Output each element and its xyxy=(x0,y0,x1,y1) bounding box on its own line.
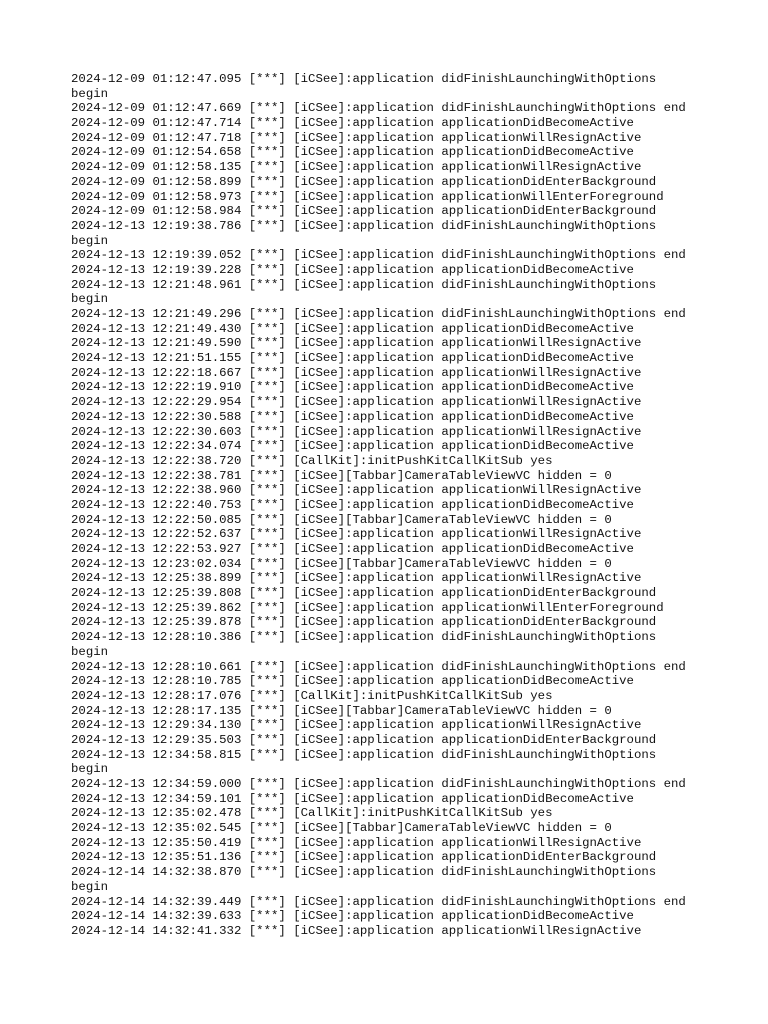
log-line: 2024-12-14 14:32:39.633 [***] [iCSee]:application applicationDidBecomeActive xyxy=(71,909,634,924)
log-line: 2024-12-13 12:21:48.961 [***] [iCSee]:application didFinishLaunchingWithOptions xyxy=(71,277,657,292)
log-line: 2024-12-13 12:29:34.130 [***] [iCSee]:application applicationWillResignActive xyxy=(71,718,642,733)
log-line: 2024-12-13 12:22:52.637 [***] [iCSee]:application applicationWillResignActive xyxy=(71,527,642,542)
log-line: 2024-12-13 12:34:59.000 [***] [iCSee]:application didFinishLaunchingWithOptions end xyxy=(71,777,686,791)
log-line: 2024-12-13 12:22:30.588 [***] [iCSee]:application applicationDidBecomeActive xyxy=(71,409,634,424)
log-line: 2024-12-13 12:28:17.076 [***] [CallKit]:initPushKitCallKitSub yes xyxy=(71,688,553,703)
log-line: 2024-12-13 12:19:38.786 [***] [iCSee]:application didFinishLaunchingWithOptions xyxy=(71,218,657,233)
log-line: 2024-12-13 12:35:02.478 [***] [CallKit]:initPushKitCallKitSub yes xyxy=(71,806,553,821)
log-line: begin xyxy=(71,644,109,659)
log-text xyxy=(71,72,751,939)
log-line: 2024-12-09 01:12:58.899 [***] [iCSee]:application applicationDidEnterBackground xyxy=(71,174,657,189)
log-line: 2024-12-13 12:22:50.085 [***] [iCSee][Tabbar]CameraTableViewVC hidden = 0 xyxy=(71,512,612,527)
log-line: 2024-12-13 12:19:39.052 [***] [iCSee]:application didFinishLaunchingWithOptions end xyxy=(71,248,686,263)
log-line: 2024-12-13 12:22:30.603 [***] [iCSee]:application applicationWillResignActive xyxy=(71,424,642,439)
log-line: 2024-12-14 14:32:38.870 [***] [iCSee]:application didFinishLaunchingWithOptions xyxy=(71,865,657,880)
log-line: 2024-12-13 12:21:49.590 [***] [iCSee]:application applicationWillResignActive xyxy=(71,336,642,351)
log-line: 2024-12-13 12:22:38.720 [***] [CallKit]:initPushKitCallKitSub yes xyxy=(71,453,553,468)
log-line: 2024-12-09 01:12:58.135 [***] [iCSee]:application applicationWillResignActive xyxy=(71,160,642,175)
log-line: 2024-12-09 01:12:54.658 [***] [iCSee]:application applicationDidBecomeActive xyxy=(71,145,634,160)
log-line: 2024-12-13 12:35:50.419 [***] [iCSee]:application applicationWillResignActive xyxy=(71,835,642,850)
log-line: 2024-12-13 12:25:38.899 [***] [iCSee]:application applicationWillResignActive xyxy=(71,571,642,586)
log-line: 2024-12-13 12:23:02.034 [***] [iCSee][Tabbar]CameraTableViewVC hidden = 0 xyxy=(71,556,612,571)
log-line: 2024-12-13 12:25:39.878 [***] [iCSee]:application applicationDidEnterBackground xyxy=(71,615,657,630)
log-line: 2024-12-13 12:28:10.386 [***] [iCSee]:application didFinishLaunchingWithOptions xyxy=(71,630,657,645)
log-line: 2024-12-13 12:35:02.545 [***] [iCSee][Tabbar]CameraTableViewVC hidden = 0 xyxy=(71,821,612,836)
log-line: 2024-12-13 12:22:53.927 [***] [iCSee]:application applicationDidBecomeActive xyxy=(71,542,634,556)
log-line: begin xyxy=(71,762,109,777)
log-line: begin xyxy=(71,86,109,101)
log-line: 2024-12-13 12:25:39.808 [***] [iCSee]:application applicationDidEnterBackground xyxy=(71,586,657,601)
log-line: 2024-12-13 12:22:40.753 [***] [iCSee]:application applicationDidBecomeActive xyxy=(71,497,634,512)
log-line: 2024-12-13 12:22:29.954 [***] [iCSee]:application applicationWillResignActive xyxy=(71,395,642,410)
log-line: 2024-12-09 01:12:58.973 [***] [iCSee]:application applicationWillEnterForeground xyxy=(71,189,664,204)
log-line: 2024-12-13 12:22:38.781 [***] [iCSee][Tabbar]CameraTableViewVC hidden = 0 xyxy=(71,468,612,483)
log-line: 2024-12-13 12:22:38.960 [***] [iCSee]:application applicationWillResignActive xyxy=(71,483,642,498)
log-line: 2024-12-09 01:12:47.718 [***] [iCSee]:application applicationWillResignActive xyxy=(71,130,642,145)
log-line: 2024-12-09 01:12:58.984 [***] [iCSee]:application applicationDidEnterBackground xyxy=(71,204,657,219)
log-line: 2024-12-13 12:22:18.667 [***] [iCSee]:application applicationWillResignActive xyxy=(71,365,642,380)
log-line: begin xyxy=(71,233,109,248)
log-line: 2024-12-13 12:19:39.228 [***] [iCSee]:application applicationDidBecomeActive xyxy=(71,262,634,277)
log-line: 2024-12-09 01:12:47.095 [***] [iCSee]:application didFinishLaunchingWithOptions xyxy=(71,72,657,86)
log-line: 2024-12-14 14:32:41.332 [***] [iCSee]:application applicationWillResignActive xyxy=(71,923,642,938)
log-line: begin xyxy=(71,292,109,307)
log-line: 2024-12-13 12:22:34.074 [***] [iCSee]:application applicationDidBecomeActive xyxy=(71,439,634,454)
log-line: 2024-12-13 12:28:10.661 [***] [iCSee]:application didFinishLaunchingWithOptions end xyxy=(71,659,686,674)
log-line: 2024-12-13 12:29:35.503 [***] [iCSee]:application applicationDidEnterBackground xyxy=(71,732,657,747)
log-line: 2024-12-13 12:22:19.910 [***] [iCSee]:application applicationDidBecomeActive xyxy=(71,380,634,395)
log-line: begin xyxy=(71,879,109,894)
log-line: 2024-12-09 01:12:47.714 [***] [iCSee]:application applicationDidBecomeActive xyxy=(71,116,634,131)
log-line: 2024-12-13 12:21:51.155 [***] [iCSee]:application applicationDidBecomeActive xyxy=(71,351,634,366)
log-line: 2024-12-13 12:35:51.136 [***] [iCSee]:application applicationDidEnterBackground xyxy=(71,850,657,865)
log-line: 2024-12-13 12:21:49.430 [***] [iCSee]:application applicationDidBecomeActive xyxy=(71,321,634,336)
log-line: 2024-12-14 14:32:39.449 [***] [iCSee]:application didFinishLaunchingWithOptions end xyxy=(71,894,686,909)
log-line: 2024-12-13 12:28:17.135 [***] [iCSee][Tabbar]CameraTableViewVC hidden = 0 xyxy=(71,703,612,718)
log-line: 2024-12-13 12:21:49.296 [***] [iCSee]:application didFinishLaunchingWithOptions end xyxy=(71,307,686,321)
log-line: 2024-12-13 12:34:58.815 [***] [iCSee]:application didFinishLaunchingWithOptions xyxy=(71,747,657,762)
log-line: 2024-12-13 12:34:59.101 [***] [iCSee]:application applicationDidBecomeActive xyxy=(71,791,634,806)
log-line: 2024-12-13 12:28:10.785 [***] [iCSee]:application applicationDidBecomeActive xyxy=(71,674,634,689)
log-line: 2024-12-13 12:25:39.862 [***] [iCSee]:application applicationWillEnterForeground xyxy=(71,600,664,615)
log-line: 2024-12-09 01:12:47.669 [***] [iCSee]:application didFinishLaunchingWithOptions end xyxy=(71,101,686,116)
